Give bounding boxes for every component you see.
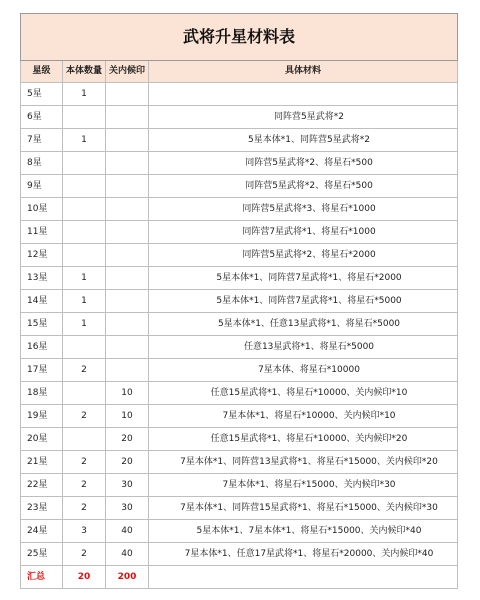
table-row — [21, 497, 458, 520]
row-count[interactable] — [63, 175, 106, 198]
row-material[interactable]: 7星本体*1、同阵营15星武将*1、将星石*15000、关内候印*30 — [149, 497, 458, 520]
row-star[interactable]: 21星 — [21, 451, 63, 474]
row-material[interactable]: 任意15星武将*1、将星石*10000、关内候印*10 — [149, 382, 458, 405]
row-seal[interactable] — [106, 106, 149, 129]
header-star[interactable]: 星级 — [21, 61, 63, 83]
row-count[interactable]: 2 — [63, 497, 106, 520]
table-row — [21, 428, 458, 451]
row-seal[interactable] — [106, 129, 149, 152]
row-seal[interactable]: 40 — [106, 520, 149, 543]
row-material[interactable]: 同阵营5星武将*2 — [149, 106, 458, 129]
table-row — [21, 290, 458, 313]
row-material[interactable]: 7星本体*1、同阵营13星武将*1、将星石*15000、关内候印*20 — [149, 451, 458, 474]
row-material[interactable]: 5星本体*1、同阵营7星武将*1、将星石*2000 — [149, 267, 458, 290]
header-count[interactable]: 本体数量 — [63, 61, 106, 83]
row-seal[interactable] — [106, 267, 149, 290]
row-count[interactable]: 1 — [63, 129, 106, 152]
row-seal[interactable] — [106, 336, 149, 359]
row-seal[interactable]: 10 — [106, 382, 149, 405]
row-seal[interactable] — [106, 290, 149, 313]
table-row — [21, 106, 458, 129]
row-count[interactable]: 2 — [63, 474, 106, 497]
table-row — [21, 267, 458, 290]
row-star[interactable]: 24星 — [21, 520, 63, 543]
row-star[interactable]: 19星 — [21, 405, 63, 428]
row-seal[interactable] — [106, 313, 149, 336]
row-count[interactable] — [63, 244, 106, 267]
table-row — [21, 359, 458, 382]
row-material[interactable]: 同阵营7星武将*1、将星石*1000 — [149, 221, 458, 244]
row-star[interactable]: 13星 — [21, 267, 63, 290]
row-seal[interactable]: 30 — [106, 497, 149, 520]
row-star[interactable]: 18星 — [21, 382, 63, 405]
row-material[interactable] — [149, 83, 458, 106]
row-count[interactable] — [63, 382, 106, 405]
row-material[interactable]: 5星本体*1、同阵营5星武将*2 — [149, 129, 458, 152]
row-count[interactable] — [63, 106, 106, 129]
table-row — [21, 175, 458, 198]
row-seal[interactable] — [106, 221, 149, 244]
row-star[interactable]: 11星 — [21, 221, 63, 244]
row-star[interactable]: 10星 — [21, 198, 63, 221]
row-star[interactable]: 8星 — [21, 152, 63, 175]
row-count[interactable]: 1 — [63, 267, 106, 290]
table-body — [21, 83, 458, 566]
table-row — [21, 520, 458, 543]
row-count[interactable] — [63, 336, 106, 359]
row-star[interactable]: 12星 — [21, 244, 63, 267]
table-row — [21, 152, 458, 175]
row-material[interactable]: 同阵营5星武将*3、将星石*1000 — [149, 198, 458, 221]
row-count[interactable] — [63, 152, 106, 175]
row-material[interactable]: 任意15星武将*1、将星石*10000、关内候印*20 — [149, 428, 458, 451]
row-material[interactable]: 同阵营5星武将*2、将星石*500 — [149, 175, 458, 198]
total-material[interactable] — [149, 566, 458, 589]
row-star[interactable]: 17星 — [21, 359, 63, 382]
total-seal[interactable]: 200 — [106, 566, 149, 589]
total-label[interactable]: 汇总 — [21, 566, 63, 589]
total-row — [21, 566, 458, 589]
table-row — [21, 198, 458, 221]
row-count[interactable] — [63, 198, 106, 221]
row-material[interactable]: 7星本体*1、将星石*10000、关内候印*10 — [149, 405, 458, 428]
row-seal[interactable] — [106, 198, 149, 221]
row-seal[interactable] — [106, 152, 149, 175]
row-count[interactable]: 2 — [63, 359, 106, 382]
table-row — [21, 336, 458, 359]
table-row — [21, 451, 458, 474]
row-seal[interactable]: 10 — [106, 405, 149, 428]
row-material[interactable]: 7星本体*1、任意17星武将*1、将星石*20000、关内候印*40 — [149, 543, 458, 566]
row-star[interactable]: 20星 — [21, 428, 63, 451]
row-star[interactable]: 15星 — [21, 313, 63, 336]
table-row — [21, 405, 458, 428]
upgrade-materials-table — [20, 13, 458, 589]
table-row — [21, 474, 458, 497]
row-seal[interactable]: 20 — [106, 428, 149, 451]
row-star[interactable]: 14星 — [21, 290, 63, 313]
row-count[interactable]: 1 — [63, 290, 106, 313]
row-count[interactable]: 2 — [63, 405, 106, 428]
row-count[interactable] — [63, 428, 106, 451]
header-seal[interactable]: 关内候印 — [106, 61, 149, 83]
row-seal[interactable] — [106, 359, 149, 382]
row-material[interactable]: 5星本体*1、7星本体*1、将星石*15000、关内候印*40 — [149, 520, 458, 543]
table-row — [21, 221, 458, 244]
header-material[interactable]: 具体材料 — [149, 61, 458, 83]
row-count[interactable]: 1 — [63, 313, 106, 336]
table-row — [21, 543, 458, 566]
table-row — [21, 83, 458, 106]
row-material[interactable]: 任意13星武将*1、将星石*5000 — [149, 336, 458, 359]
row-count[interactable]: 1 — [63, 83, 106, 106]
spreadsheet — [20, 13, 457, 589]
row-count[interactable]: 3 — [63, 520, 106, 543]
row-material[interactable]: 7星本体、将星石*10000 — [149, 359, 458, 382]
row-material[interactable]: 5星本体*1、同阵营7星武将*1、将星石*5000 — [149, 290, 458, 313]
table-row — [21, 313, 458, 336]
row-count[interactable] — [63, 221, 106, 244]
row-seal[interactable] — [106, 175, 149, 198]
row-star[interactable]: 5星 — [21, 83, 63, 106]
table-row — [21, 382, 458, 405]
row-seal[interactable]: 30 — [106, 474, 149, 497]
row-star[interactable]: 16星 — [21, 336, 63, 359]
row-seal[interactable]: 20 — [106, 451, 149, 474]
row-material[interactable]: 同阵营5星武将*2、将星石*500 — [149, 152, 458, 175]
row-seal[interactable]: 40 — [106, 543, 149, 566]
header-row — [21, 61, 458, 83]
row-material[interactable]: 5星本体*1、任意13星武将*1、将星石*5000 — [149, 313, 458, 336]
row-count[interactable]: 2 — [63, 451, 106, 474]
table-row — [21, 244, 458, 267]
table-title: 武将升星材料表 — [21, 14, 458, 61]
row-star[interactable]: 23星 — [21, 497, 63, 520]
row-material[interactable]: 同阵营5星武将*2、将星石*2000 — [149, 244, 458, 267]
row-star[interactable]: 6星 — [21, 106, 63, 129]
row-count[interactable]: 2 — [63, 543, 106, 566]
row-material[interactable]: 7星本体*1、将星石*15000、关内候印*30 — [149, 474, 458, 497]
row-star[interactable]: 22星 — [21, 474, 63, 497]
total-count[interactable]: 20 — [63, 566, 106, 589]
row-star[interactable]: 7星 — [21, 129, 63, 152]
row-star[interactable]: 25星 — [21, 543, 63, 566]
row-seal[interactable] — [106, 83, 149, 106]
table-row — [21, 129, 458, 152]
row-star[interactable]: 9星 — [21, 175, 63, 198]
row-seal[interactable] — [106, 244, 149, 267]
